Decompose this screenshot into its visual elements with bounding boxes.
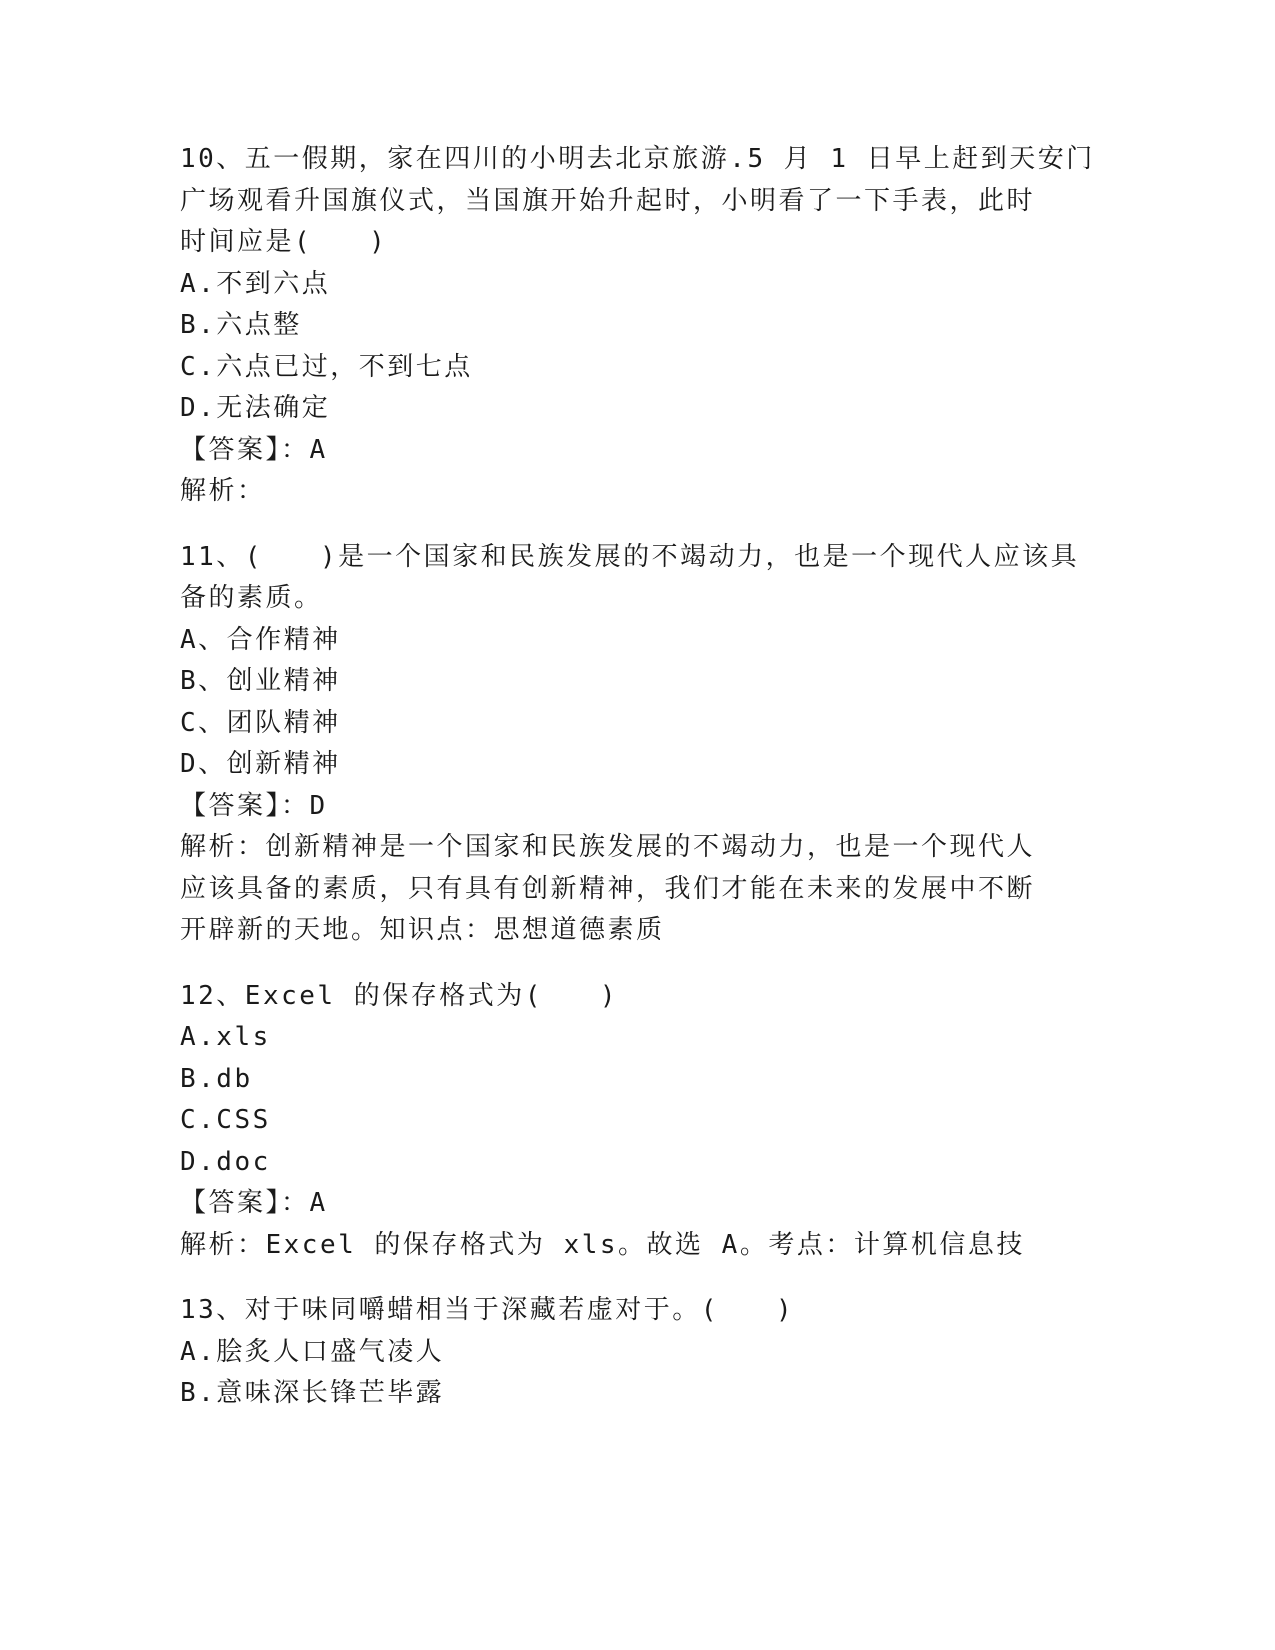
stem-line: 时间应是( ) xyxy=(180,227,388,257)
option-d: D.无法确定 xyxy=(180,393,331,423)
answer-line: 【答案】：D xyxy=(180,790,328,821)
answer-line: 【答案】：A xyxy=(180,434,328,465)
analysis-line: 解析：Excel 的保存格式为 xls。故选 A。考点：计算机信息技 xyxy=(180,1229,1025,1260)
analysis-line: 解析：创新精神是一个国家和民族发展的不竭动力，也是一个现代人 xyxy=(180,832,1036,862)
option-list xyxy=(180,264,1040,430)
answer-line: 【答案】：A xyxy=(180,1188,328,1218)
question-stem xyxy=(180,537,1080,620)
analysis-line: 开辟新的天地。知识点：思想道德素质 xyxy=(180,915,665,945)
question-stem xyxy=(180,1290,1040,1332)
option-a: A、合作精神 xyxy=(180,624,341,655)
analysis xyxy=(180,471,1040,513)
analysis xyxy=(180,827,1040,952)
stem-line: 备的素质。 xyxy=(180,583,323,613)
option-b: B、创业精神 xyxy=(180,666,341,696)
option-list xyxy=(180,620,1040,786)
option-d: D、创新精神 xyxy=(180,749,341,779)
analysis-line: 应该具备的素质，只有具有创新精神，我们才能在未来的发展中不断 xyxy=(180,873,1036,904)
stem-line: 13、对于味同嚼蜡相当于深藏若虚对于。( ) xyxy=(180,1295,795,1325)
option-c: C.六点已过，不到七点 xyxy=(180,351,473,382)
option-b: B.db xyxy=(180,1063,253,1094)
option-list xyxy=(180,1017,1040,1183)
stem-line: 12、Excel 的保存格式为( ) xyxy=(180,980,619,1011)
stem-line: 广场观看升国旗仪式，当国旗开始升起时，小明看了一下手表，此时 xyxy=(180,185,1036,216)
option-a: A.xls xyxy=(180,1022,271,1052)
option-list xyxy=(180,1332,1040,1415)
question-11 xyxy=(180,537,1080,952)
question-13 xyxy=(180,1290,1040,1415)
question-12 xyxy=(180,976,1040,1267)
option-b: B.意味深长锋芒毕露 xyxy=(180,1378,445,1408)
option-c: C.CSS xyxy=(180,1105,271,1135)
question-stem xyxy=(180,139,1095,264)
option-d: D.doc xyxy=(180,1146,271,1177)
option-a: A.脍炙人口盛气凌人 xyxy=(180,1336,445,1367)
analysis xyxy=(180,1225,1040,1267)
option-b: B.六点整 xyxy=(180,310,302,340)
question-stem xyxy=(180,976,1040,1018)
option-c: C、团队精神 xyxy=(180,707,341,738)
question-10 xyxy=(180,139,1095,513)
option-a: A.不到六点 xyxy=(180,268,331,299)
document-page xyxy=(180,139,1095,1415)
stem-line: 11、( )是一个国家和民族发展的不竭动力，也是一个现代人应该具 xyxy=(180,541,1080,572)
analysis-line: 解析： xyxy=(180,476,266,506)
stem-line: 10、五一假期，家在四川的小明去北京旅游.5 月 1 日早上赶到天安门 xyxy=(180,144,1095,174)
